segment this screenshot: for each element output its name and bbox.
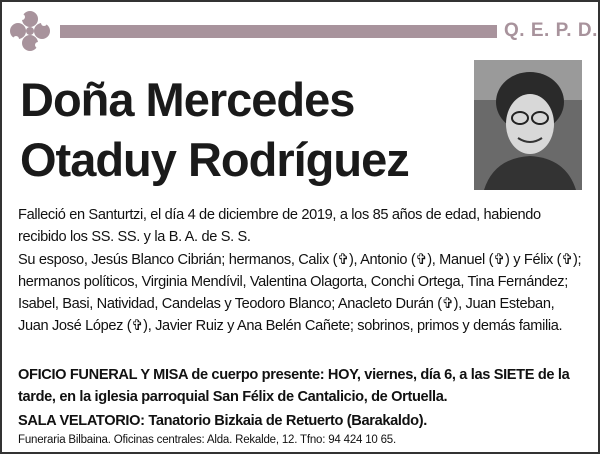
family-list: Su esposo, Jesús Blanco Cibrián; hermanos, Calix (✞), Antonio (✞), Manuel (✞) y Félix (✞); hermanos políticos, Virginia Mendívil, Valentina Olagorta, Conchi Ortega, Tina Fernández; Isabel, Basi, Natividad, Candelas y Teodoro Blanco; Anacleto Durán (✞), Juan Esteban, Juan José López (✞), Javier Ruiz y Ana Belén Cañete; sobrinos, primos y demás familia. xyxy=(18,252,582,334)
funeral-info: OFICIO FUNERAL Y MISA de cuerpo presente: HOY, viernes, día 6, a las SIETE de la tarde, en la iglesia parroquial San Félix de Cantalicio, de Ortuella. xyxy=(18,367,570,405)
wake-info: SALA VELATORIO: Tanatorio Bizkaia de Retuerto (Barakaldo). xyxy=(18,413,427,429)
deceased-name xyxy=(20,70,409,190)
header-bar xyxy=(60,25,497,38)
portrait-photo xyxy=(474,60,582,190)
funeral-home-footer: Funeraria Bilbaina. Oficinas centrales: Alda. Rekalde, 12. Tfno: 94 424 10 65. xyxy=(18,434,396,446)
name-line-2: Otaduy Rodríguez xyxy=(20,133,409,186)
lauburu-icon xyxy=(7,8,53,54)
name-line-1: Doña Mercedes xyxy=(20,73,355,126)
death-notice: Falleció en Santurtzi, el día 4 de diciembre de 2019, a los 85 años de edad, habiendo recibido los SS. SS. y la B. A. de S. S. xyxy=(18,207,541,245)
qepd-label: Q. E. P. D. xyxy=(504,20,598,41)
